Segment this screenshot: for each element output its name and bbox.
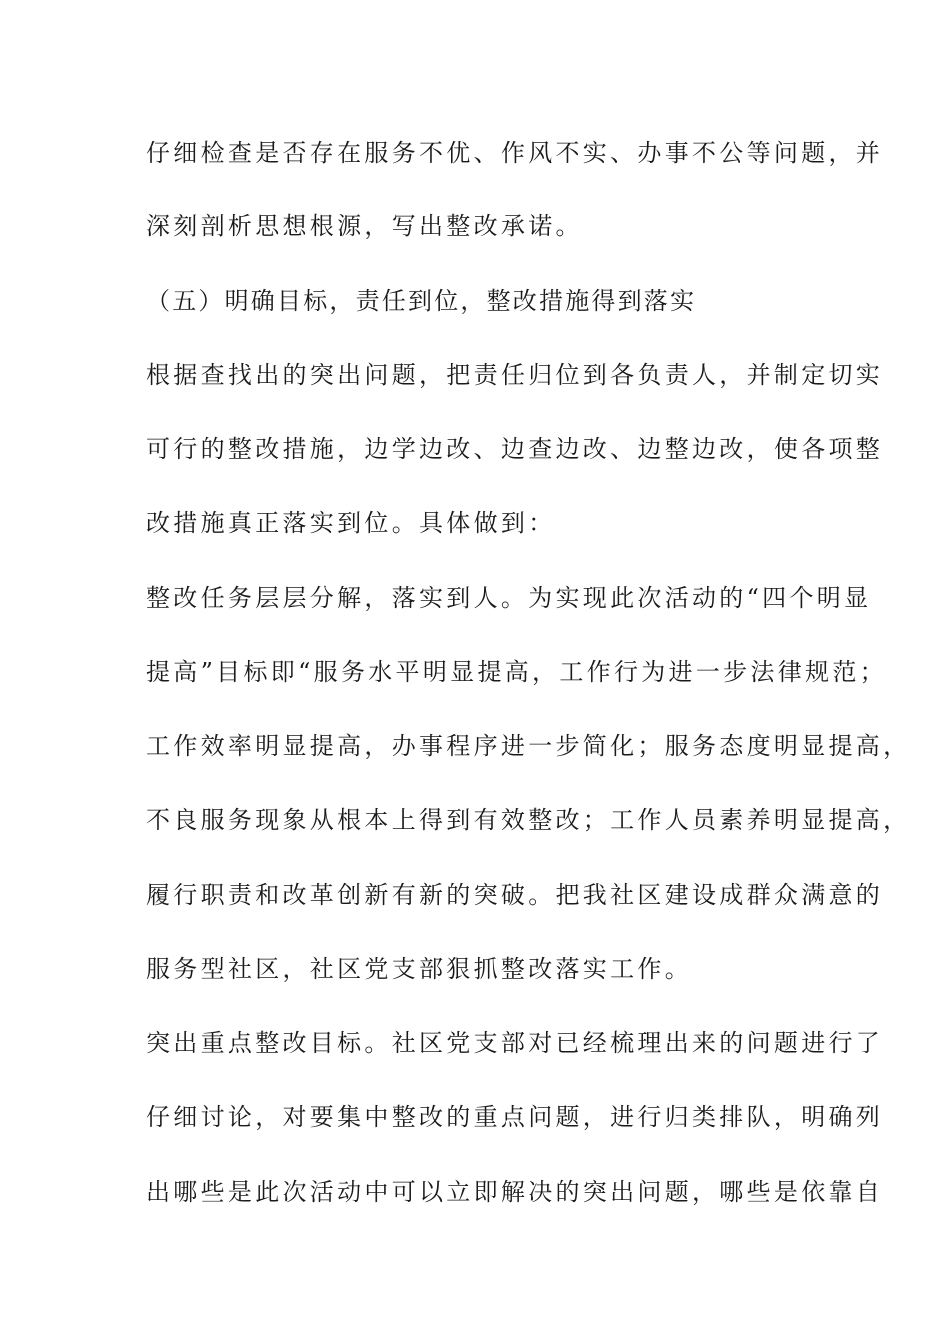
body-text-line: 整改任务层层分解，落实到人。为实现此次活动的“四个明显 [146, 584, 872, 612]
body-text-line: 不良服务现象从根本上得到有效整改；工作人员素养明显提高， [146, 806, 911, 834]
body-text-line: 服务型社区，社区党支部狠抓整改落实工作。 [146, 955, 692, 983]
body-text-line: 根据查找出的突出问题，把责任归位到各负责人，并制定切实 [146, 361, 884, 389]
body-text-line: 工作效率明显提高，办事程序进一步简化；服务态度明显提高， [146, 732, 911, 760]
section-heading: （五）明确目标，责任到位，整改措施得到落实 [146, 287, 697, 315]
body-text-line: 突出重点整改目标。社区党支部对已经梳理出来的问题进行了 [146, 1029, 884, 1057]
body-text-line: 出哪些是此次活动中可以立即解决的突出问题，哪些是依靠自 [146, 1178, 884, 1206]
body-text-line: 履行职责和改革创新有新的突破。把我社区建设成群众满意的 [146, 881, 884, 909]
body-text-line: 改措施真正落实到位。具体做到： [146, 509, 556, 537]
body-text-line: 可行的整改措施，边学边改、边查边改、边整边改，使各项整 [146, 435, 884, 463]
body-text-line: 提高”目标即“服务水平明显提高，工作行为进一步法律规范； [146, 658, 887, 686]
body-text-line: 仔细检查是否存在服务不优、作风不实、办事不公等问题，并 [146, 139, 884, 167]
body-text-line: 仔细讨论，对要集中整改的重点问题，进行归类排队，明确列 [146, 1103, 884, 1131]
body-text-line: 深刻剖析思想根源，写出整改承诺。 [146, 212, 583, 240]
